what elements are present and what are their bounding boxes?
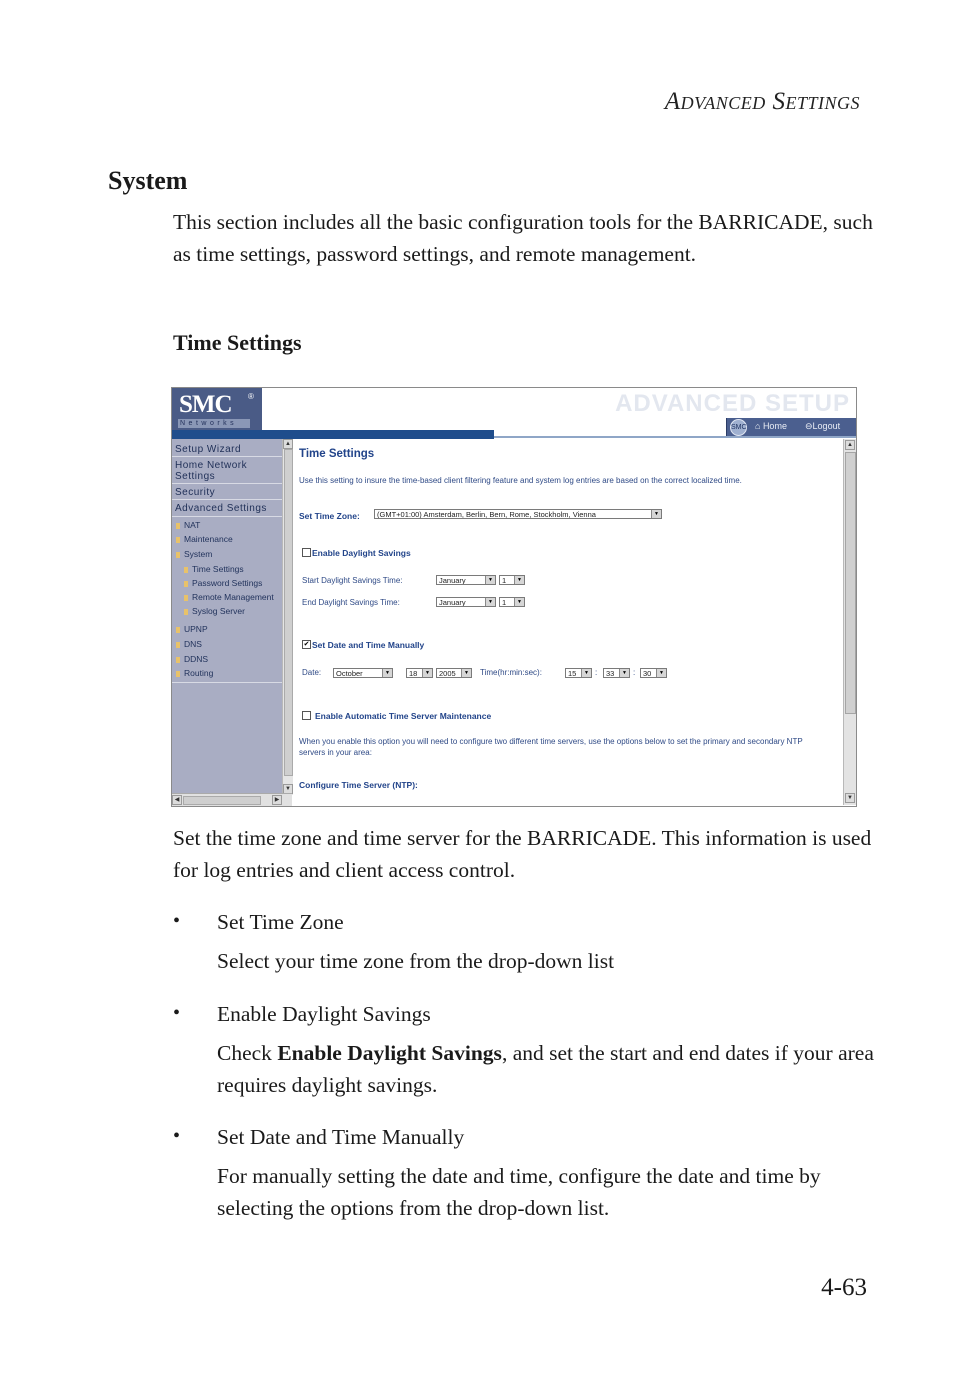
sidebar-item-label: Remote Management	[192, 592, 274, 602]
home-logout-bar	[726, 418, 857, 436]
scroll-thumb[interactable]	[284, 449, 293, 776]
sidebar-item-advanced-settings[interactable]: Advanced Settings	[175, 503, 267, 514]
second-value: 30	[643, 669, 652, 678]
date-month-value: October	[336, 669, 363, 678]
auto-maintenance-description: When you enable this option you will need to configure two different time servers, use the options below to set the primary and secondary NTP servers in your area:	[299, 737, 803, 757]
scroll-up-icon[interactable]: ▲	[283, 439, 293, 449]
sidebar-item-syslog-server[interactable]	[184, 606, 245, 616]
chevron-down-icon: ▼	[514, 576, 524, 584]
sidebar-item-remote-management[interactable]	[184, 592, 274, 602]
bullet-marker: •	[173, 1125, 181, 1147]
sidebar-item-label: Routing	[184, 668, 214, 678]
start-month-select[interactable]	[436, 575, 496, 585]
sidebar-item-setup-wizard[interactable]: Setup Wizard	[175, 444, 242, 455]
folder-icon	[176, 657, 180, 663]
date-day-select[interactable]	[406, 668, 433, 678]
section-title: System	[108, 166, 188, 195]
content-pane	[294, 439, 842, 805]
start-day-select[interactable]	[499, 575, 525, 585]
sidebar-item-maintenance[interactable]	[176, 534, 233, 544]
sidebar-divider	[172, 499, 282, 500]
scroll-left-icon[interactable]: ◀	[172, 795, 182, 805]
folder-icon	[176, 671, 180, 677]
sidebar-divider	[172, 456, 282, 457]
bullet-description: Select your time zone from the drop-down list	[217, 949, 615, 973]
date-year-select[interactable]	[436, 668, 472, 678]
sidebar-item-label: Syslog Server	[192, 606, 245, 616]
date-year-value: 2005	[439, 669, 456, 678]
logo-text: SMC	[179, 391, 232, 418]
content-title: Time Settings	[299, 448, 375, 460]
header-line	[494, 436, 856, 438]
scroll-down-icon[interactable]: ▼	[845, 793, 855, 803]
time-label: Time(hr:min:sec):	[480, 668, 542, 677]
subsection-title: Time Settings	[173, 330, 302, 355]
sidebar-item-routing[interactable]	[176, 668, 213, 678]
chevron-down-icon: ▼	[422, 669, 432, 677]
auto-maintenance-checkbox[interactable]	[302, 711, 311, 720]
sidebar	[172, 439, 282, 795]
bullet-marker: •	[173, 910, 181, 932]
set-manually-label: Set Date and Time Manually	[312, 640, 425, 650]
sidebar-item-time-settings[interactable]	[184, 564, 244, 574]
bullet-title: Set Date and Time Manually	[217, 1125, 465, 1149]
end-day-select[interactable]	[499, 597, 525, 607]
content-description: Use this setting to insure the time-based client filtering feature and system log entries are based on the correct localized time.	[299, 476, 742, 485]
daylight-savings-checkbox[interactable]	[302, 548, 311, 557]
auto-maintenance-label: Enable Automatic Time Server Maintenance	[315, 711, 492, 721]
end-month-value: January	[439, 598, 466, 607]
bullet-marker: •	[173, 1002, 181, 1024]
bullet-title: Enable Daylight Savings	[217, 1002, 431, 1026]
sidebar-item-label: UPNP	[184, 624, 208, 634]
end-month-select[interactable]	[436, 597, 496, 607]
router-screenshot	[171, 387, 857, 807]
page-icon	[184, 595, 188, 601]
logout-link[interactable]: ⊖Logout	[805, 421, 841, 431]
sidebar-item-label: Password Settings	[192, 578, 263, 588]
configure-ntp-label: Configure Time Server (NTP):	[299, 780, 418, 790]
bullet-description	[217, 1038, 877, 1101]
chevron-down-icon: ▼	[514, 598, 524, 606]
start-month-value: January	[439, 576, 466, 585]
start-daylight-label: Start Daylight Savings Time:	[302, 576, 403, 585]
scroll-right-icon[interactable]: ▶	[272, 795, 282, 805]
time-zone-label: Set Time Zone:	[299, 511, 360, 521]
date-month-select[interactable]	[333, 668, 393, 678]
sidebar-item-nat[interactable]	[176, 520, 200, 530]
minute-select[interactable]	[603, 668, 630, 678]
home-link[interactable]: ⌂ Home	[755, 421, 787, 431]
sidebar-item-label: DDNS	[184, 654, 209, 664]
set-manually-checkbox[interactable]: ✔	[303, 641, 310, 648]
bullet-description: For manually setting the date and time, configure the date and time by selecting the options from the drop-down list.	[217, 1164, 821, 1220]
scroll-thumb[interactable]	[183, 796, 261, 805]
chevron-down-icon: ▼	[461, 669, 471, 677]
time-colon: :	[633, 668, 636, 677]
header-bar	[172, 430, 494, 439]
chevron-down-icon: ▼	[382, 669, 392, 677]
page-icon	[184, 581, 188, 587]
page-number: 4-63	[821, 1274, 867, 1301]
sidebar-hscrollbar[interactable]	[172, 793, 292, 806]
sidebar-scrollbar[interactable]	[282, 439, 293, 795]
page-icon	[184, 567, 188, 573]
content-scrollbar[interactable]	[843, 439, 856, 805]
folder-icon	[176, 552, 180, 558]
second-select[interactable]	[640, 668, 667, 678]
folder-icon	[176, 537, 180, 543]
chevron-down-icon: ▼	[485, 576, 495, 584]
sidebar-item-label: System	[184, 549, 213, 559]
sidebar-item-password-settings[interactable]	[184, 578, 262, 588]
sidebar-item-security[interactable]: Security	[175, 487, 216, 498]
banner-title: ADVANCED SETUP	[615, 390, 850, 417]
description-text: Check	[217, 1041, 278, 1065]
logo-subtext: Networks	[178, 419, 250, 428]
time-colon: :	[595, 668, 598, 677]
globe-icon: SMC	[730, 419, 747, 436]
logout-label: Logout	[812, 421, 841, 431]
sidebar-item-label: Maintenance	[184, 534, 233, 544]
hour-select[interactable]	[565, 668, 592, 678]
sidebar-divider	[172, 516, 282, 517]
daylight-savings-label: Enable Daylight Savings	[312, 548, 411, 558]
end-daylight-label: End Daylight Savings Time:	[302, 598, 400, 607]
scroll-down-icon[interactable]: ▼	[283, 784, 293, 794]
logo-registered: ®	[248, 392, 254, 401]
time-zone-value: (GMT+01:00) Amsterdam, Berlin, Bern, Rome, Stockholm, Vienna	[377, 510, 596, 519]
page-icon	[184, 609, 188, 615]
after-screenshot-paragraph: Set the time zone and time server for the BARRICADE. This information is used for log entries and client access control.	[173, 826, 872, 882]
minute-value: 33	[606, 669, 615, 678]
description-text: , and set the start and end dates if your area requires daylight savings.	[217, 1041, 874, 1097]
date-label: Date:	[302, 668, 322, 677]
date-day-value: 18	[409, 669, 418, 678]
sidebar-item-label: Time Settings	[192, 564, 244, 574]
sidebar-item-ddns[interactable]	[176, 654, 208, 664]
description-bold: Enable Daylight Savings	[277, 1041, 502, 1065]
scroll-up-icon[interactable]: ▲	[845, 440, 855, 450]
start-day-value: 1	[502, 576, 507, 585]
sidebar-item-label: NAT	[184, 520, 201, 530]
intro-paragraph: This section includes all the basic configuration tools for the BARRICADE, such as time settings, password settings, and remote management.	[173, 210, 873, 266]
sidebar-item-system[interactable]	[176, 549, 212, 559]
folder-icon	[176, 642, 180, 648]
time-zone-select[interactable]	[374, 509, 662, 519]
sidebar-item-home-network-line2[interactable]: Settings	[175, 471, 216, 482]
running-head: Advanced Settings	[664, 88, 860, 115]
chevron-down-icon: ▼	[485, 598, 495, 606]
chevron-down-icon: ▼	[651, 510, 661, 518]
chevron-down-icon: ▼	[656, 669, 666, 677]
end-day-value: 1	[502, 598, 507, 607]
sidebar-item-home-network[interactable]: Home Network	[175, 460, 248, 471]
scroll-thumb[interactable]	[845, 452, 856, 714]
folder-icon	[176, 523, 180, 529]
home-label: Home	[762, 421, 787, 431]
sidebar-item-dns[interactable]	[176, 639, 202, 649]
bullet-title: Set Time Zone	[217, 910, 344, 934]
chevron-down-icon: ▼	[581, 669, 591, 677]
chevron-down-icon: ▼	[619, 669, 629, 677]
sidebar-divider	[172, 682, 282, 683]
sidebar-divider	[172, 483, 282, 484]
sidebar-item-label: DNS	[184, 639, 202, 649]
hour-value: 15	[568, 669, 577, 678]
sidebar-item-upnp[interactable]	[176, 624, 208, 634]
smc-logo	[172, 388, 262, 430]
folder-icon	[176, 627, 180, 633]
